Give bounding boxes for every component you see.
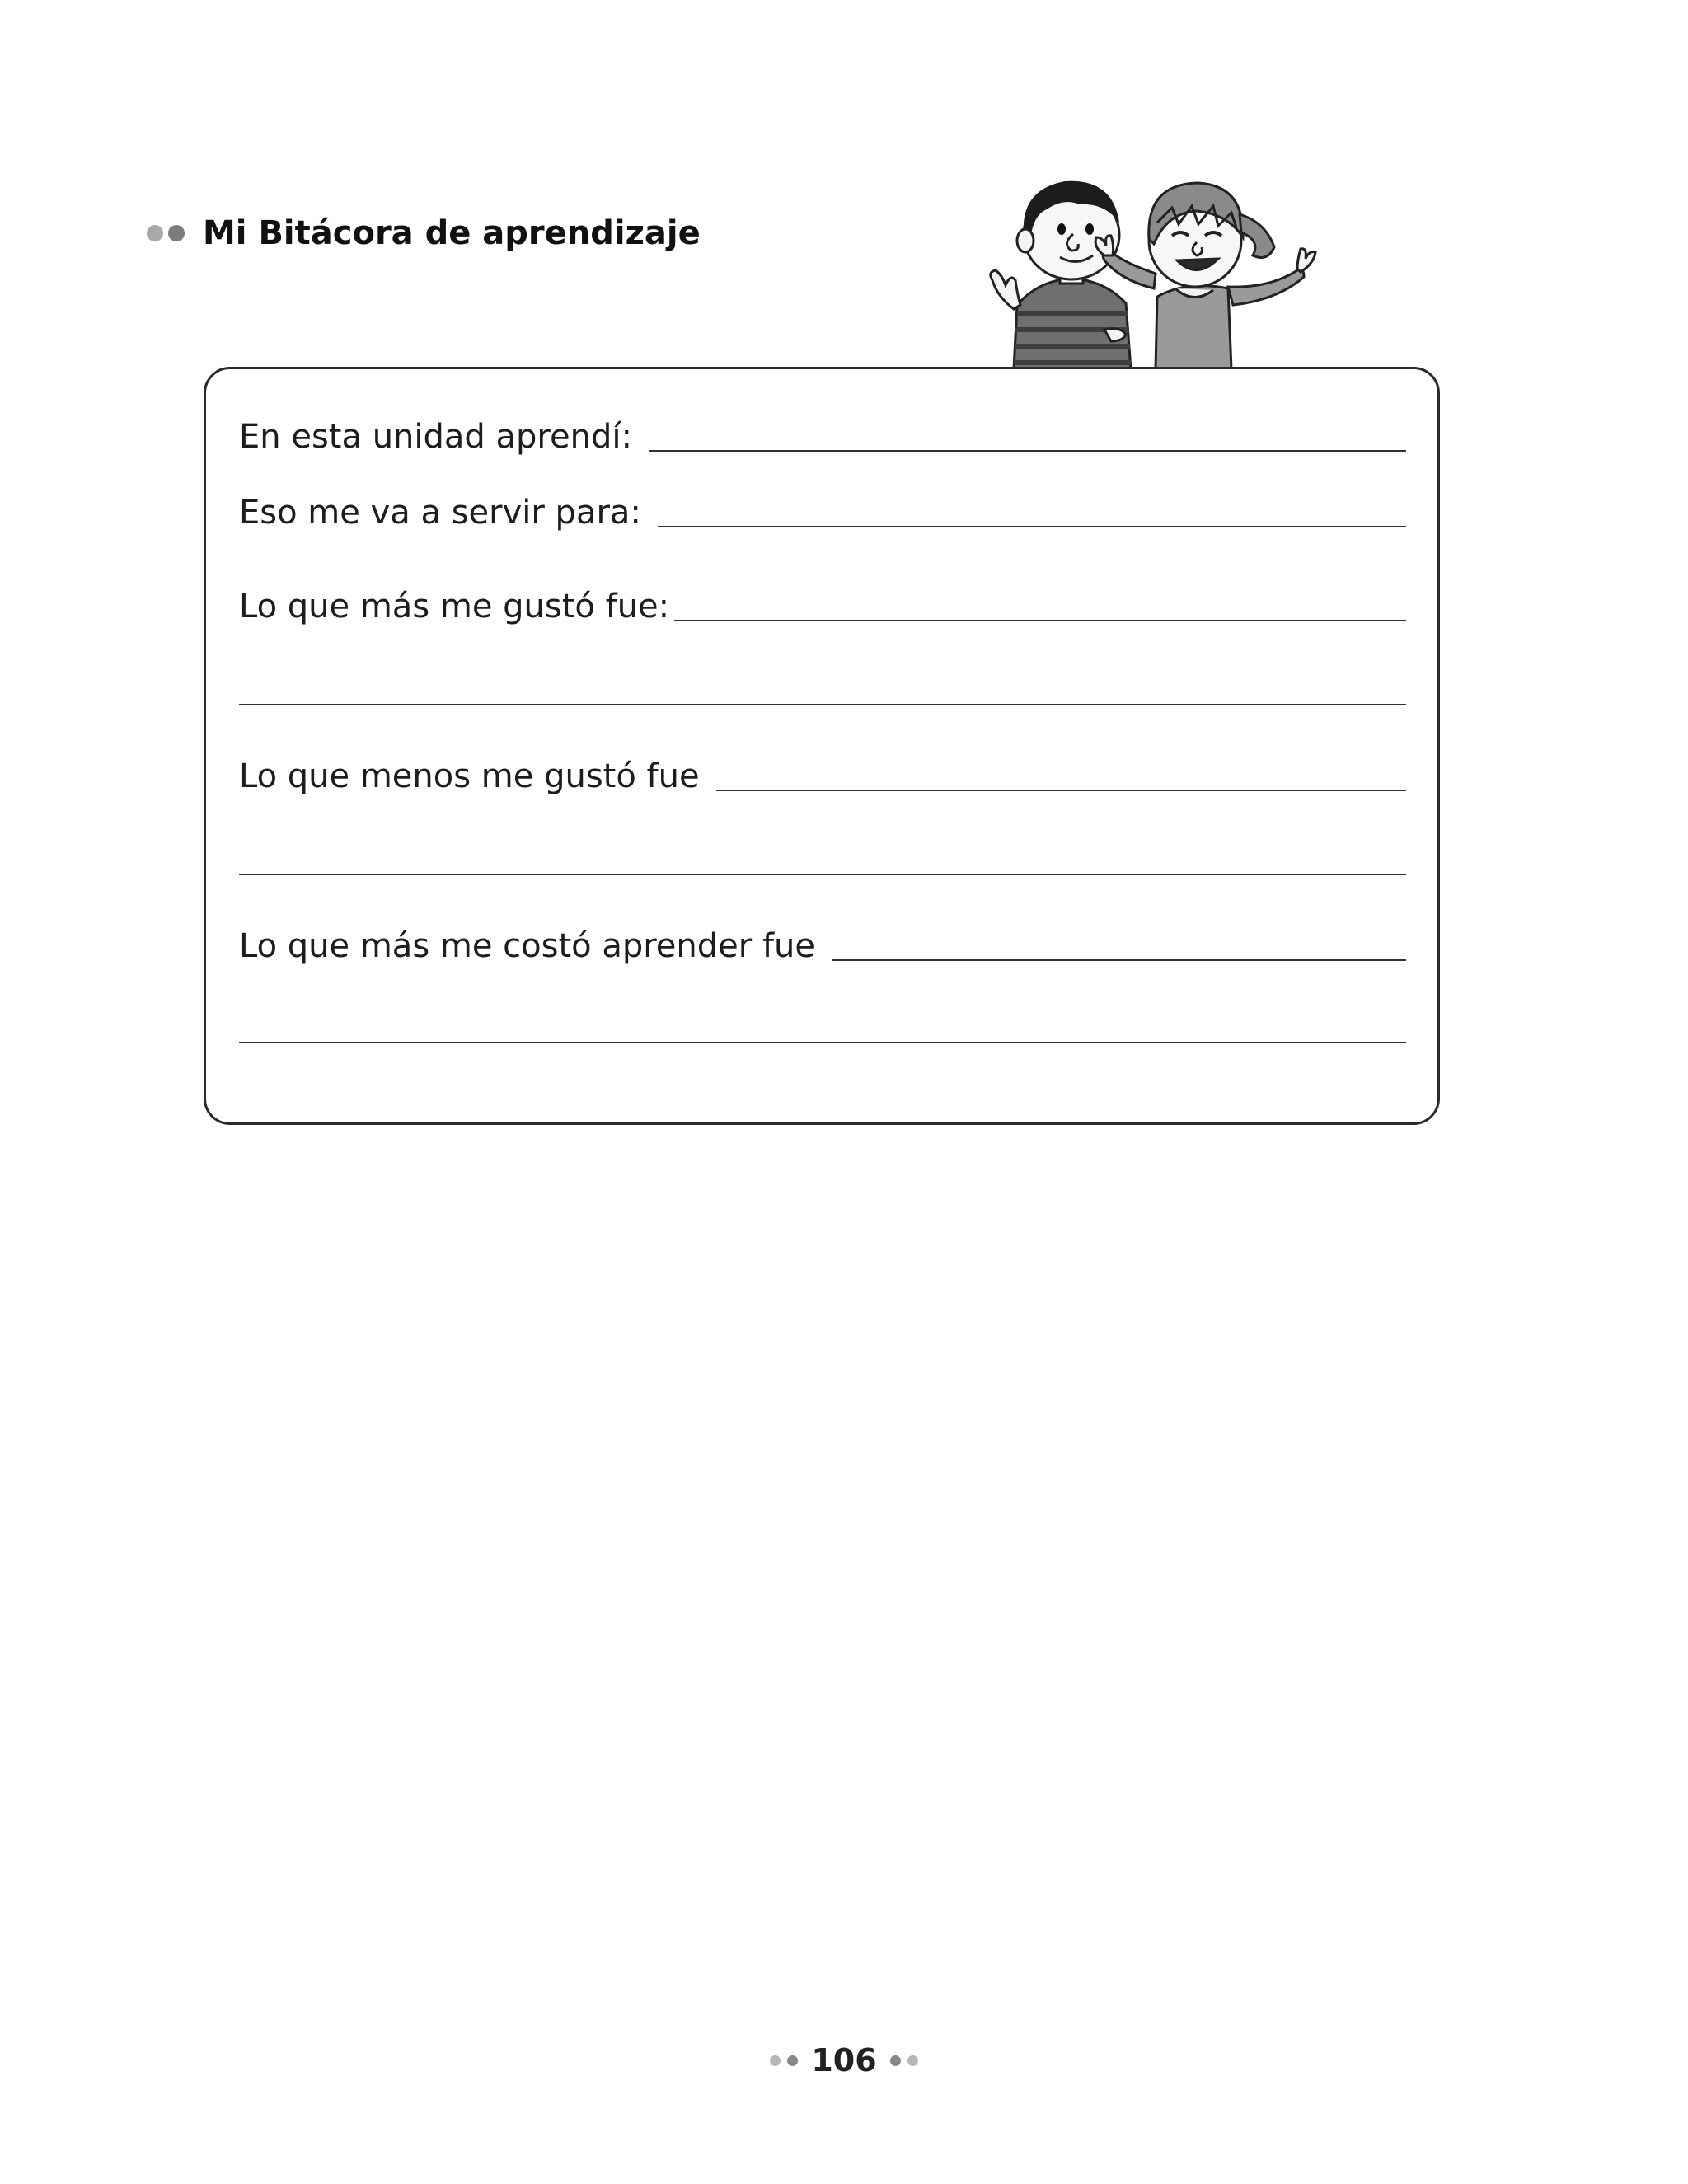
bullet-dot-icon: [168, 225, 185, 241]
bullet-dot-icon: [890, 2055, 901, 2066]
prompt-label: Lo que menos me gustó fue: [239, 757, 700, 795]
answer-line[interactable]: [239, 704, 1406, 705]
page-footer: [0, 2042, 1688, 2079]
prompt-row-liked-least: [239, 757, 1406, 795]
prompt-label: Lo que más me gustó fue:: [239, 588, 670, 626]
section-heading: [147, 206, 701, 260]
boy-figure: [991, 181, 1131, 369]
answer-line[interactable]: [239, 1042, 1406, 1043]
prompt-row-liked-most: [239, 588, 1406, 626]
prompt-label: Eso me va a servir para:: [239, 494, 641, 532]
bullet-dot-icon: [787, 2055, 798, 2066]
reflection-card: [204, 367, 1440, 1125]
prompt-row-learned: [239, 418, 1406, 456]
bullet-dot-icon: [147, 225, 163, 241]
answer-line[interactable]: [658, 526, 1406, 527]
children-illustration: [981, 165, 1343, 369]
answer-line[interactable]: [649, 450, 1406, 452]
page-number: 106: [811, 2042, 877, 2079]
answer-line[interactable]: [674, 620, 1406, 621]
answer-line[interactable]: [832, 959, 1406, 961]
bullet-dot-icon: [770, 2055, 781, 2066]
bullet-dot-icon: [907, 2055, 918, 2066]
prompt-label: Lo que más me costó aprender fue: [239, 927, 815, 965]
answer-line[interactable]: [716, 790, 1406, 791]
prompt-row-hardest: [239, 927, 1406, 965]
prompt-label: En esta unidad aprendí:: [239, 418, 632, 456]
answer-line[interactable]: [239, 874, 1406, 875]
section-title: Mi Bitácora de aprendizaje: [203, 214, 701, 252]
prompt-row-useful-for: [239, 494, 1406, 532]
